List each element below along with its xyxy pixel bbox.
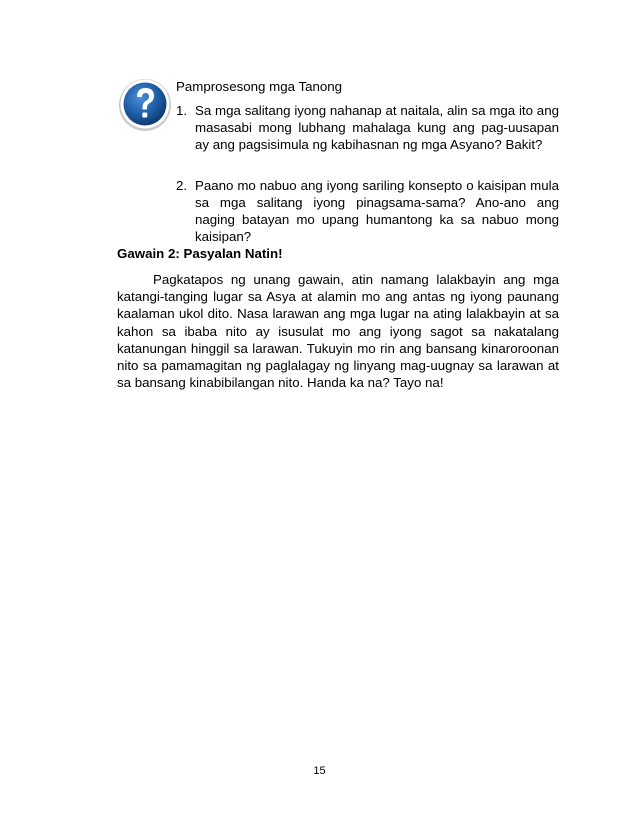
question-item: [176, 102, 559, 153]
question-number: 1.: [176, 103, 188, 118]
question-text: Sa mga salitang iyong nahanap at naitala, alin sa mga ito ang masasabi mong lubhang mahalaga kung ang pag-uusapan ay ang pagsisimula ng kabihasnan ng mga Asyano? Bakit?: [195, 103, 559, 152]
question-number: 2.: [176, 178, 188, 193]
activity-paragraph: Pagkatapos ng unang gawain, atin namang lalakbayin ang mga katangi-tanging lugar sa Asya at alamin mo ang antas ng iyong paunang kaalaman ukol dito. Nasa larawan ang mga lugar na ating lalakbayin at sa kahon sa ibaba nito ay isusulat mo ang iyong sagot sa nakatalang katanungan hinggil sa larawan. Tukuyin mo rin ang bansang kinaroroonan nito sa pamamagitan ng paglalagay ng linyang mag-uugnay sa larawan at sa bansang kinabibilangan nito. Handa ka na? Tayo na!: [117, 272, 559, 391]
page-number: 15: [313, 765, 326, 777]
question-text: Paano mo nabuo ang iyong sariling konsepto o kaisipan mula sa mga salitang iyong pinagsama-sama? Ano-ano ang naging batayan mo upang humantong ka sa nabuo mong kaisipan?: [195, 178, 559, 244]
activity-heading: Gawain 2: Pasyalan Natin!: [117, 246, 283, 261]
question-item: [176, 177, 559, 245]
section-title: Pamprosesong mga Tanong: [176, 79, 343, 94]
question-mark-icon: [117, 75, 173, 133]
